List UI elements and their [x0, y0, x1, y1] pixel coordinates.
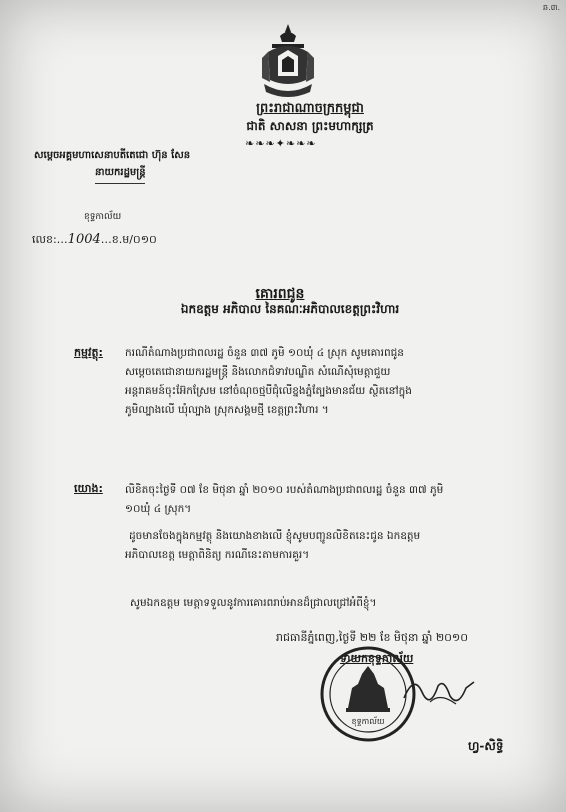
signer-title: ទាយកខុទ្ទកាល័យ [340, 652, 414, 665]
signer-name: ហ្វ-សិទ្ធិ [468, 739, 504, 753]
reference-label: លេខ [32, 233, 53, 246]
closing-line: សូមឯកឧត្តម មេត្តាទទួលនូវការគោរពរាប់អានដ៏ជ្រាលជ្រៅអំពីខ្ញុំ។ [130, 597, 377, 609]
subject-line: សម្តេចតេជោនាយករដ្ឋមន្ត្រី និងលោកជំទាវបណ្ឌិត សំណើសុំមេត្តាជួយ [125, 366, 391, 378]
handwritten-signature [400, 668, 480, 714]
office-name: ខុទ្ទកាល័យ [84, 212, 122, 222]
basis-line: លិខិតចុះថ្ងៃទី ០៧ ខែ មិថុនា ឆ្នាំ ២០១០ របស់តំណាងប្រជាពលរដ្ឋ ចំនួន ៣៧ ភូមិ [125, 484, 444, 496]
subject-line: អន្តរាគមន៍ចុះអ៊ែកស្រែម នៅចំណុចថ្មបីជុំលើខ្នងភ្នំត្បែងមានជ័យ ស្ថិតនៅក្នុង [125, 385, 412, 397]
corner-mark: ឆ.៣. [543, 3, 560, 12]
divider-line [95, 183, 145, 184]
stamp-text: ខុទ្ទកាល័យ [351, 717, 385, 726]
body-text [125, 527, 420, 565]
notice-title: គោរពជូន [255, 286, 305, 302]
addressee: ឯកឧត្តម អភិបាល នៃគណៈអភិបាលខេត្តព្រះវិហារ [180, 302, 400, 316]
subject-line: ករណីតំណាងប្រជាពលរដ្ឋ ចំនួន ៣៧ ភូមិ ១០ឃុំ ៤ ស្រុក សូមគោរពជូន [125, 347, 404, 359]
basis-text [125, 481, 443, 519]
subject-text [125, 344, 412, 420]
royal-coat-of-arms-icon [258, 22, 318, 100]
basis-line: ១០ឃុំ ៤ ស្រុក។ [125, 503, 192, 515]
subject-line: ភូមិល្បាងលើ ឃុំល្បាង ស្រុកសង្គមថ្មី ខេត្តព្រះវិហារ ។ [125, 404, 329, 416]
body-line: អភិបាលខេត្ត មេត្តាពិនិត្យ ករណីនេះតាមការគួរ។ [125, 549, 310, 561]
kingdom-heading: ព្រះរាជាណាចក្រកម្ពុជា [256, 101, 364, 116]
sender-name: សម្តេចអគ្គមហាសេនាបតីតេជោ ហ៊ុន សែន [34, 150, 191, 161]
flourish-ornament: ❧❧❧✦❧❧❧ [245, 137, 317, 150]
body-line: ដូចមានចែងក្នុងកម្មវត្ថុ និងយោងខាងលើ ខ្ញុំសូមបញ្ជូនលិខិតនេះជូន ឯកឧត្តម [129, 530, 421, 542]
reference-handwritten-number: 1004 [67, 232, 101, 247]
date-line: រាជធានីភ្នំពេញ,ថ្ងៃទី ២២ ខែ មិថុនា ឆ្នាំ ២០១០ [276, 631, 469, 644]
reference-suffix: ខ.ម/០១០ [111, 233, 157, 246]
basis-label: យោង: [74, 482, 103, 495]
sender-title: នាយករដ្ឋមន្ត្រី [95, 167, 146, 178]
subject-label: កម្មវត្ថុ: [74, 346, 103, 359]
reference-number: លេខ:…1004…ខ.ម/០១០ [32, 232, 157, 247]
national-motto: ជាតិ សាសនា ព្រះមហាក្សត្រ [246, 119, 374, 133]
